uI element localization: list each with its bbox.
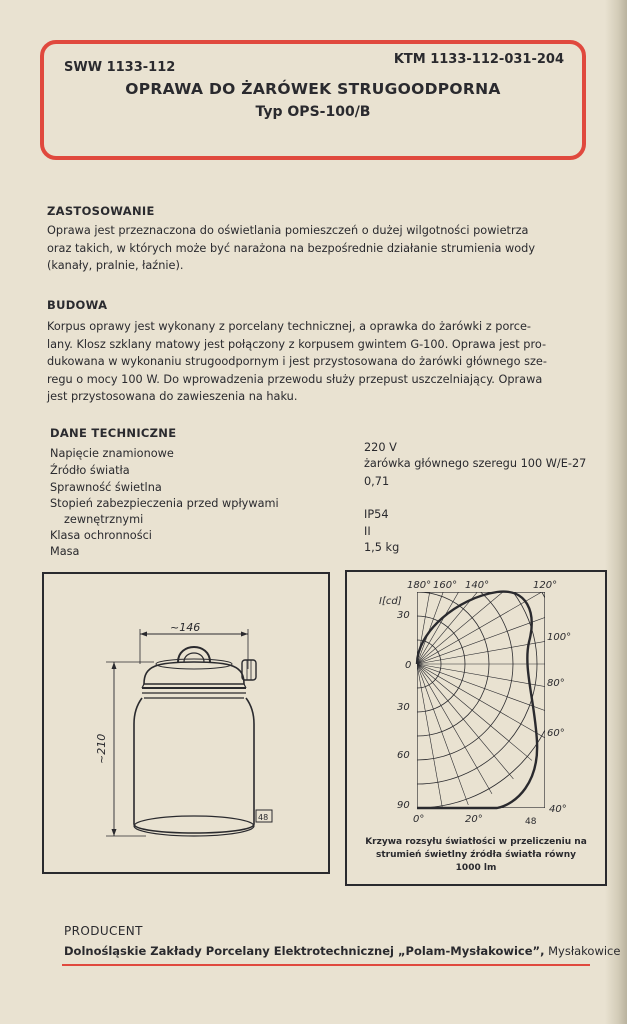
text-line: lany. Klosz szklany matowy jest połączony z korpusem gwintem G-100. Oprawa jest pro- xyxy=(47,337,547,351)
angle-label: 140° xyxy=(465,580,490,591)
text-line: oraz takich, w których może być narażona na bezpośrednie działanie strumienia wody xyxy=(47,241,536,255)
caption-line: strumień świetlny źródła światła równy xyxy=(375,850,576,860)
spec-value: 1,5 kg xyxy=(364,541,400,554)
spec-value: IP54 xyxy=(364,508,389,521)
radial-tick: 90 xyxy=(397,800,410,811)
angle-label: 180° xyxy=(407,580,432,591)
zastosowanie-text xyxy=(47,222,595,275)
section-heading-budowa: BUDOWA xyxy=(47,298,108,312)
spec-label: Klasa ochronności xyxy=(50,529,152,542)
spec-label: Źródło światła xyxy=(50,464,130,477)
budowa-text xyxy=(47,318,595,406)
radial-tick: 30 xyxy=(397,702,410,713)
spec-label: Stopień zabezpieczenia przed wpływami xyxy=(50,497,279,510)
spec-value: II xyxy=(364,525,371,538)
bottom-rule xyxy=(62,964,590,966)
caption-line: 1000 lm xyxy=(455,863,497,873)
section-heading-zastosowanie: ZASTOSOWANIE xyxy=(47,204,155,218)
polar-grid-circle xyxy=(347,572,537,784)
type-designation: Typ OPS-100/B xyxy=(255,104,371,120)
spec-label: Masa xyxy=(50,545,80,558)
dim-height-label: ~210 xyxy=(95,733,108,764)
spec-value: 0,71 xyxy=(364,475,390,488)
spec-value: 220 V xyxy=(364,441,397,454)
chart-code: 48 xyxy=(525,817,537,827)
text-line: dukowana w wykonaniu strugoodpornym i jest przystosowana do żarówki głównego sze- xyxy=(47,355,547,368)
ktm-number: KTM 1133-112-031-204 xyxy=(393,52,564,67)
unit-label: I[cd] xyxy=(379,596,402,607)
text-line: Oprawa jest przeznaczona do oświetlania pomieszczeń o dużej wilgotności powietrza xyxy=(47,224,529,237)
producer-city: Mysłakowice xyxy=(548,944,621,958)
radial-tick: 60 xyxy=(397,750,410,761)
document-title: OPRAWA DO ŻARÓWEK STRUGOODPORNA xyxy=(125,80,501,98)
dim-width-label: ~146 xyxy=(170,621,201,634)
chart-caption xyxy=(351,836,601,875)
spec-label: Napięcie znamionowe xyxy=(50,447,174,460)
producer-label: PRODUCENT xyxy=(64,924,143,938)
angle-label: 120° xyxy=(533,580,558,591)
text-line: Korpus oprawy jest wykonany z porcelany technicznej, a oprawka do żarówki z porce- xyxy=(47,320,531,333)
spec-label: Sprawność świetlna xyxy=(50,481,162,494)
polar-chart-frame xyxy=(345,570,607,886)
page-edge xyxy=(605,0,627,1024)
angle-label: 60° xyxy=(547,728,565,739)
radial-tick: 0 xyxy=(405,660,412,671)
polar-chart xyxy=(347,572,605,834)
spec-value: żarówka głównego szeregu 100 W/E-27 xyxy=(364,457,587,470)
luminaire-drawing xyxy=(44,574,328,872)
producer-company: Dolnośląskie Zakłady Porcelany Elektrotechnicznej „Polam-Mysłakowice”, xyxy=(64,944,545,958)
text-line: (kanały, pralnie, łaźnie). xyxy=(47,259,184,272)
luminaire-drawing-frame xyxy=(42,572,330,874)
angle-label: 0° xyxy=(413,814,425,825)
spec-label: zewnętrznymi xyxy=(64,513,144,526)
standard-number: SWW 1133-112 xyxy=(64,60,176,75)
angle-label: 40° xyxy=(549,804,567,815)
angle-label: 160° xyxy=(433,580,458,591)
caption-line: Krzywa rozsyłu światłości w przeliczeniu na xyxy=(365,837,587,847)
angle-label: 100° xyxy=(547,632,572,643)
text-line: regu o mocy 100 W. Do wprowadzenia przewodu służy przepust uszczelniający. Oprawa xyxy=(47,372,543,386)
section-heading-dane: DANE TECHNICZNE xyxy=(50,426,177,440)
radial-tick: 30 xyxy=(397,610,410,621)
producer-name xyxy=(64,944,620,958)
header-box xyxy=(40,40,586,160)
angle-label: 20° xyxy=(465,814,483,825)
angle-label: 80° xyxy=(547,678,565,689)
text-line: jest przystosowana do zawieszenia na haku. xyxy=(47,390,298,403)
drawing-code: 48 xyxy=(258,813,269,822)
